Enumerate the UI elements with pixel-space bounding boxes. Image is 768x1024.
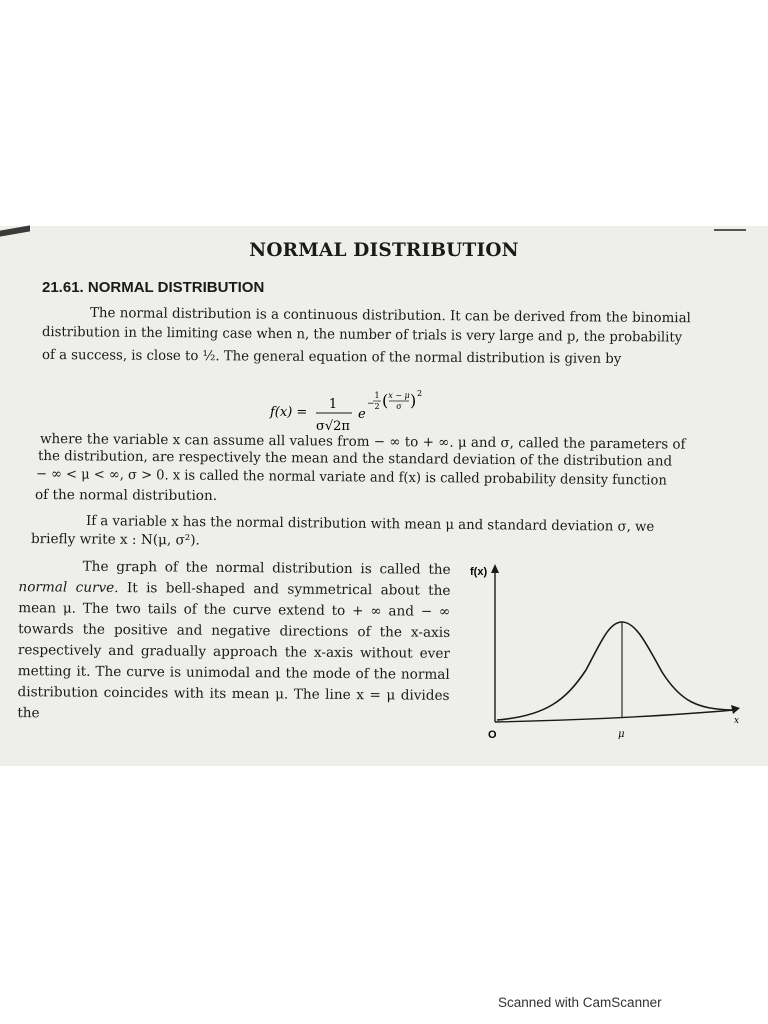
section-number: 21.61. bbox=[42, 279, 84, 296]
bell-curve bbox=[497, 622, 732, 720]
formula-lhs: f(x) = bbox=[270, 405, 308, 420]
section-title: NORMAL DISTRIBUTION bbox=[87, 279, 265, 296]
curve-paragraph-text: The graph of the normal distribution is called the normal curve. It is bell-shaped and symmetrical about the mean μ. The two tails of the curve extend to + ∞ and − ∞ towards the positive and negative directions of the x-axis respectively and gradually approach the x-axis without ever metting it. The curve is unimodal and the mode of the normal distribution coincides with its mean μ. The line x = μ divides the bbox=[17, 558, 451, 722]
formula-exp-coef-den: 2 bbox=[374, 402, 380, 411]
intro-line-2: distribution in the limiting case when n, the number of trials is very large and p, the probability bbox=[41, 324, 683, 346]
section-heading bbox=[42, 279, 264, 296]
graph-x-label: x bbox=[734, 716, 740, 726]
notation-line-1: If a variable x has the normal distribution with mean μ and standard deviation σ, we bbox=[85, 513, 655, 535]
scanned-page bbox=[0, 226, 768, 766]
graph-x-axis bbox=[495, 710, 734, 722]
formula-svg bbox=[270, 388, 470, 438]
graph-y-arrow bbox=[491, 564, 499, 573]
normal-curve-graph bbox=[470, 560, 746, 741]
notation-line-2: briefly write x : N(μ, σ²). bbox=[30, 531, 200, 549]
graph-x-arrow bbox=[731, 705, 740, 714]
curve-paragraph bbox=[17, 556, 450, 728]
definition-line-4: of the normal distribution. bbox=[34, 487, 218, 504]
normal-pdf-formula bbox=[270, 388, 470, 438]
formula-exp-paren-open: ( bbox=[382, 391, 389, 410]
formula-base: e bbox=[358, 407, 366, 422]
formula-exp-frac-den: σ bbox=[396, 402, 402, 411]
page-corner-shadow bbox=[0, 225, 30, 236]
page-edge-mark bbox=[714, 229, 746, 231]
formula-denominator: σ√2π bbox=[316, 419, 350, 434]
formula-exp-power: 2 bbox=[417, 389, 423, 398]
camscanner-watermark: Scanned with CamScanner bbox=[498, 995, 662, 1010]
definition-line-2: the distribution, are respectively the mean and the standard deviation of the distribution and bbox=[37, 448, 673, 470]
formula-exp-sign: − bbox=[367, 399, 375, 409]
intro-line-1: The normal distribution is a continuous distribution. It can be derived from the binomial bbox=[89, 305, 691, 327]
intro-line-3: of a success, is close to ½. The general equation of the normal distribution is given by bbox=[41, 347, 622, 368]
graph-origin-label: O bbox=[488, 729, 497, 741]
formula-numerator: 1 bbox=[328, 397, 338, 412]
formula-exp-coef-num: 1 bbox=[374, 391, 380, 400]
definition-line-1: where the variable x can assume all values from − ∞ to + ∞. μ and σ, called the parameters of bbox=[39, 431, 686, 453]
graph-mean-label: μ bbox=[618, 729, 625, 740]
chapter-title: NORMAL DISTRIBUTION bbox=[249, 240, 519, 261]
normal-curve-term: normal curve bbox=[18, 579, 115, 596]
graph-y-label: f(x) bbox=[470, 566, 488, 578]
definition-line-3: − ∞ < μ < ∞, σ > 0. x is called the normal variate and f(x) is called probability density function bbox=[35, 466, 667, 489]
formula-exp-paren-close: ) bbox=[410, 391, 417, 410]
formula-exp-frac-num: x − μ bbox=[388, 391, 410, 400]
